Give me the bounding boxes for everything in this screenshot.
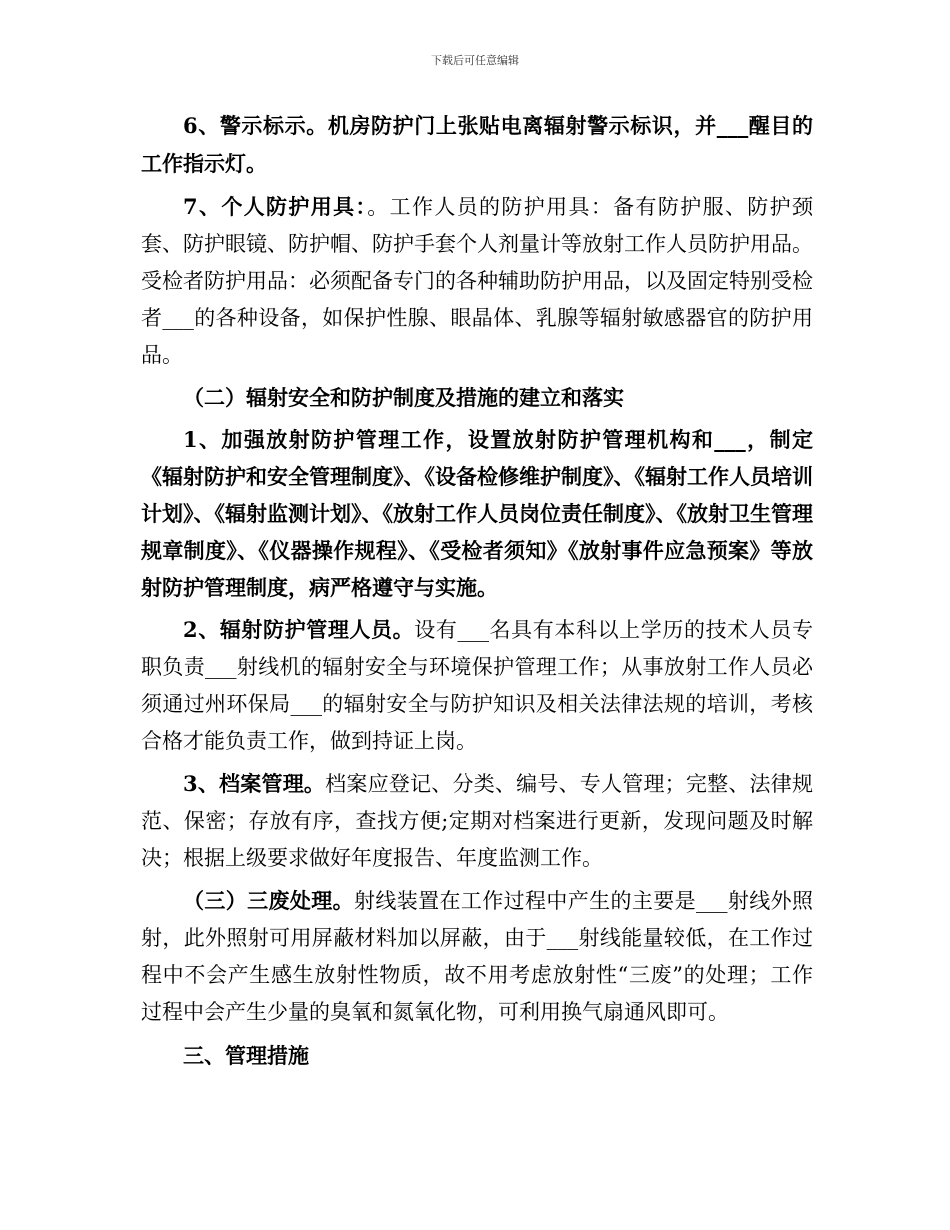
paragraph-warning-signs-body: 机房防护门上张贴电离辐射警示标识，并___醒目的工作指示灯。 xyxy=(141,113,813,176)
paragraph-personal-protection xyxy=(141,188,813,374)
paragraph-management-staff xyxy=(141,611,813,760)
paragraph-waste-treatment-body: 射线装置在工作过程中产生的主要是___射线外照射，此外照射可用屏蔽材料加以屏蔽，由于___射线能量较低，在工作过程中不会产生感生放射性物质，故不用考虑放射性“三废”的处理；工作过程中会产生少量的臭氧和氮氧化物，可利用换气扇通风即可。 xyxy=(141,889,813,1024)
paragraph-personal-protection-body: 。工作人员的防护用具：备有防护服、防护颈套、防护眼镜、防护帽、防护手套个人剂量计等放射工作人员防护用品。受检者防护用品：必须配备专门的各种辅助防护用品，以及固定特别受检者___的各种设备，如保护性腺、眼晶体、乳腺等辐射敏感器官的防护用品。 xyxy=(141,195,813,367)
paragraph-archive-management-title: 3、档案管理。 xyxy=(183,771,326,796)
paragraph-personal-protection-title: 7、个人防护用具： xyxy=(183,194,368,219)
paragraph-warning-signs xyxy=(141,107,813,183)
paragraph-management-staff-body: 设有___名具有本科以上学历的技术人员专职负责___射线机的辐射安全与环境保护管理工作；从事放射工作人员必须通过州环保局___的辐射安全与防护知识及相关法律法规的培训，考核合格才能负责工作，做到持证上岗。 xyxy=(141,618,813,753)
paragraph-management-system: 1、加强放射防护管理工作，设置放射防护管理机构和___，制定《辐射防护和安全管理制度》、《设备检修维护制度》、《辐射工作人员培训计划》、《辐射监测计划》、《放射工作人员岗位责任制度》、《放射卫生管理规章制度》、《仪器操作规程》、《受检者须知》《放射事件应急预案》等放射防护管理制度，病严格遵守与实施。 xyxy=(141,427,813,600)
paragraph-archive-management xyxy=(141,765,813,877)
paragraph-waste-treatment-title: （三）三废处理。 xyxy=(183,888,354,913)
paragraph-archive-management-body: 档案应登记、分类、编号、专人管理；完整、法律规范、保密；存放有序，查找方便;定期对档案进行更新，发现问题及时解决；根据上级要求做好年度报告、年度监测工作。 xyxy=(141,772,813,870)
page-header-note: 下载后可任意编辑 xyxy=(431,54,519,67)
section-heading-radiation-safety: （二）辐射安全和防护制度及措施的建立和落实 xyxy=(183,385,624,410)
paragraph-warning-signs-title: 6、警示标示。 xyxy=(183,113,328,138)
section-heading-management-measures: 三、管理措施 xyxy=(183,1043,309,1068)
paragraph-waste-treatment xyxy=(141,882,813,1031)
paragraph-management-staff-title: 2、辐射防护管理人员。 xyxy=(183,617,415,642)
document-body xyxy=(141,107,813,1079)
